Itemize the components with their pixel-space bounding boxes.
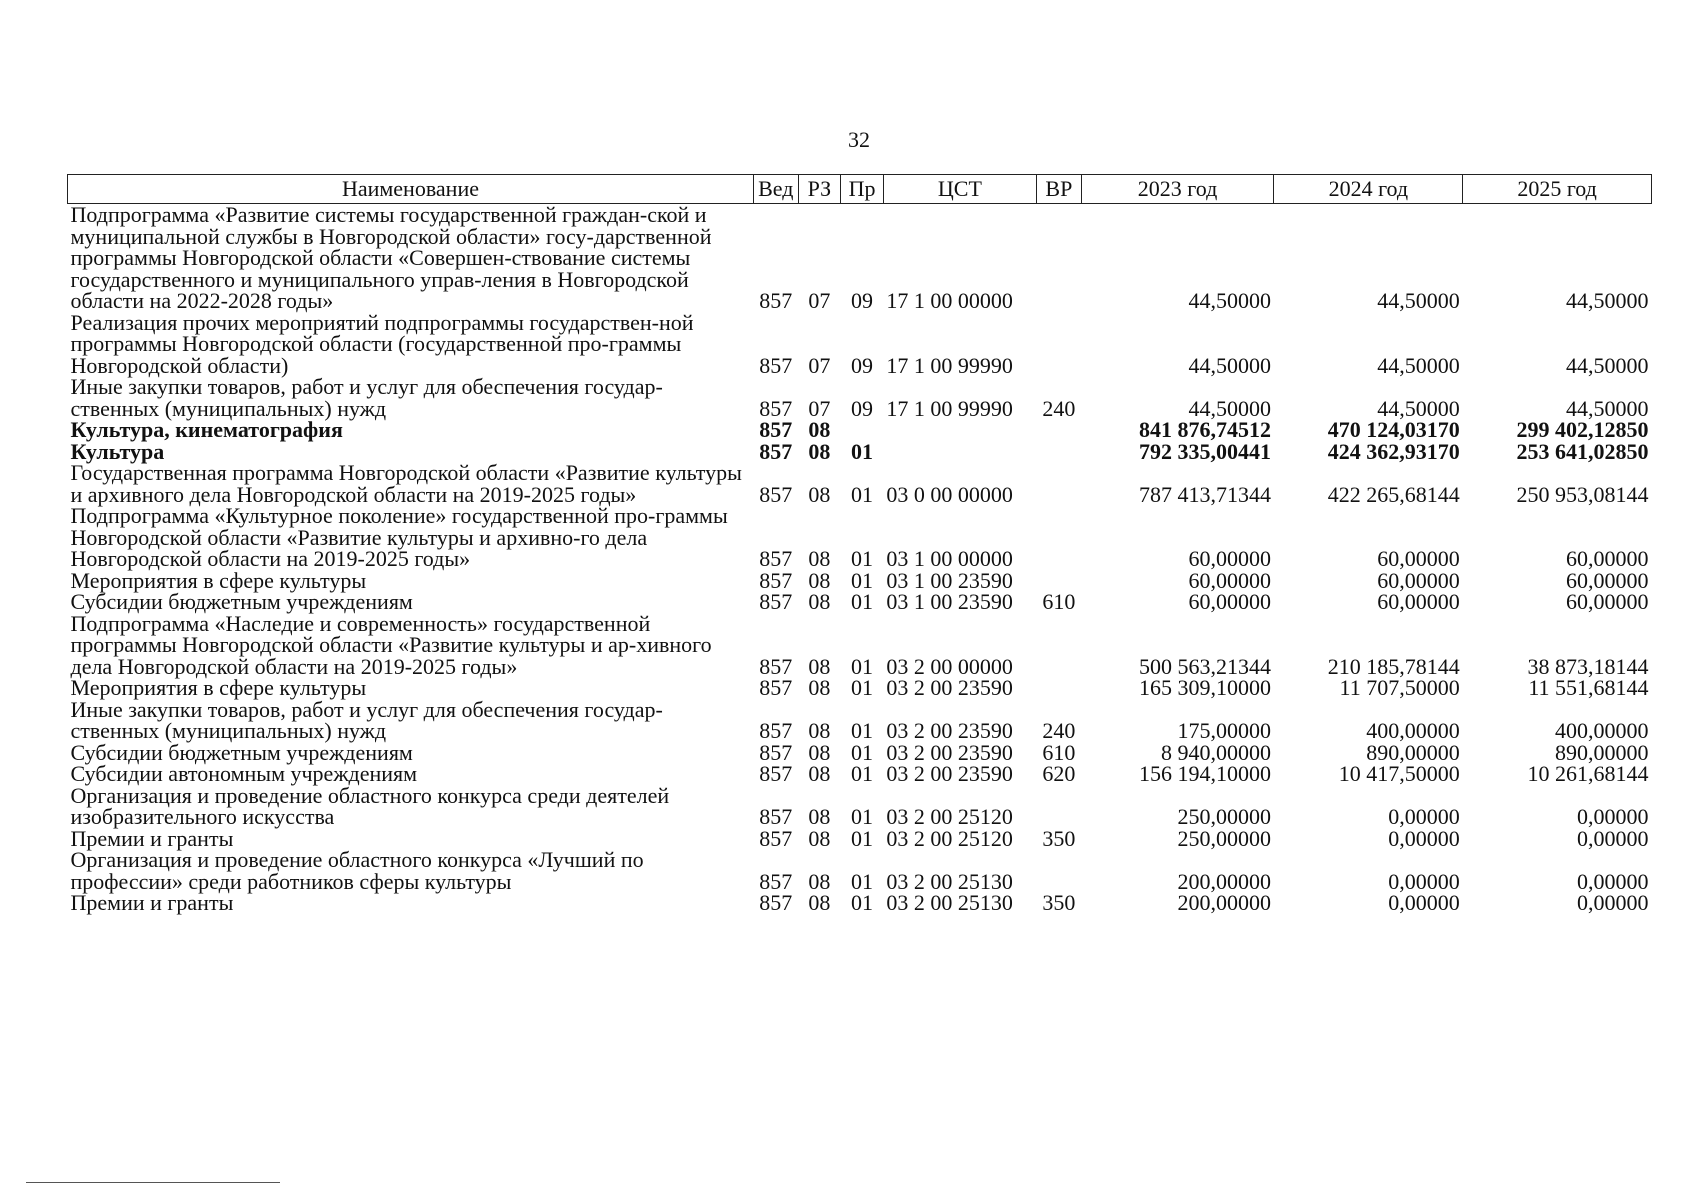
row-value-2025: 0,00000 [1577, 825, 1649, 851]
row-rz: 08 [808, 761, 831, 786]
row-vr [1037, 441, 1082, 463]
row-cst: 17 1 00 00000 [886, 288, 1013, 313]
row-value-2023: 792 335,00441 [1138, 438, 1271, 464]
row-rz: 08 [808, 718, 831, 743]
row-cst: 17 1 00 99990 [886, 352, 1013, 378]
row-value-2025: 10 261,68144 [1527, 761, 1649, 786]
row-ved: 857 [759, 868, 793, 894]
row-ved: 857 [759, 438, 793, 464]
row-ved: 857 [759, 288, 793, 313]
row-ved: 857 [759, 546, 793, 571]
row-ved: 857 [759, 481, 793, 507]
row-value-2025: 400,00000 [1555, 718, 1649, 743]
row-value-2024: 44,50000 [1377, 288, 1460, 313]
row-value-2024: 210 185,78144 [1327, 653, 1460, 679]
row-value-2023: 60,00000 [1188, 546, 1271, 571]
row-vr: 610 [1042, 589, 1076, 614]
row-rz: 07 [808, 288, 831, 313]
row-name: Мероприятия в сфере культуры [70, 675, 367, 700]
row-value-2025: 44,50000 [1566, 352, 1649, 378]
row-value-2024: 11 707,50000 [1339, 675, 1460, 700]
row-value-2023: 200,00000 [1177, 890, 1271, 915]
header-2025: 2025 год [1463, 175, 1652, 204]
row-value-2025: 0,00000 [1577, 890, 1649, 915]
row-value-2024: 60,00000 [1377, 589, 1460, 614]
row-value-2023: 250,00000 [1177, 804, 1271, 829]
row-ved: 857 [759, 825, 793, 851]
table-row [68, 785, 1652, 828]
row-cst: 03 2 00 23590 [886, 761, 1013, 786]
header-vr: ВР [1037, 175, 1082, 204]
row-rz: 08 [808, 481, 831, 507]
row-rz: 08 [808, 739, 831, 765]
row-name: Культура, кинематография [70, 417, 343, 442]
row-pr: 01 [851, 675, 873, 700]
header-pr: Пр [841, 175, 884, 204]
row-value-2024: 0,00000 [1388, 868, 1460, 894]
row-rz: 07 [808, 395, 831, 421]
row-value-2023: 44,50000 [1188, 288, 1271, 313]
row-rz: 08 [808, 589, 831, 614]
header-ved: Вед [753, 175, 798, 204]
row-name: Премии и гранты [70, 825, 234, 851]
row-cst [883, 419, 1036, 441]
row-ved: 857 [759, 718, 793, 743]
row-cst: 03 1 00 00000 [886, 546, 1013, 571]
row-value-2025: 44,50000 [1566, 288, 1649, 313]
row-name: Подпрограмма «Развитие системы государственной граждан-ской и муниципальной службы в Новгородской области» госу-дарственной программы Новгородской области «Совершен-ствование системы государственного и муниципального управ-ления в Новгородской области на 2022-2028 годы» [70, 202, 712, 313]
row-pr: 01 [851, 868, 873, 894]
row-ved: 857 [759, 739, 793, 765]
table-row [68, 462, 1652, 505]
table-row [68, 419, 1652, 441]
row-value-2024: 44,50000 [1377, 395, 1460, 421]
row-value-2024: 10 417,50000 [1338, 761, 1460, 786]
row-rz: 08 [808, 567, 831, 593]
row-rz: 08 [808, 438, 831, 464]
table-row [68, 441, 1652, 463]
row-name: Премии и гранты [70, 890, 234, 915]
row-cst: 03 1 00 23590 [886, 589, 1013, 614]
row-pr: 01 [851, 761, 873, 786]
header-rz: РЗ [798, 175, 841, 204]
row-pr: 01 [851, 481, 873, 507]
row-value-2025: 60,00000 [1566, 589, 1649, 614]
row-pr [841, 419, 884, 441]
row-rz: 08 [808, 890, 831, 915]
row-name: Иные закупки товаров, работ и услуг для обеспечения государ-ственных (муниципальных) нужд [70, 374, 663, 421]
row-value-2025: 11 551,68144 [1528, 675, 1649, 700]
table-row [68, 312, 1652, 377]
table-row [68, 376, 1652, 419]
table-row [68, 591, 1652, 613]
row-pr: 01 [851, 567, 873, 593]
row-pr: 01 [851, 890, 873, 915]
row-value-2024: 60,00000 [1377, 567, 1460, 593]
row-value-2024: 400,00000 [1366, 718, 1460, 743]
row-ved: 857 [759, 890, 793, 915]
page-number: 32 [848, 127, 870, 152]
row-value-2023: 44,50000 [1188, 352, 1271, 378]
table-row [68, 828, 1652, 850]
row-vr [1037, 570, 1082, 592]
row-value-2025: 38 873,18144 [1527, 653, 1649, 679]
row-value-2025: 890,00000 [1555, 739, 1649, 765]
row-value-2023: 60,00000 [1188, 567, 1271, 593]
row-rz: 08 [808, 417, 831, 442]
row-ved: 857 [759, 761, 793, 786]
row-pr: 01 [851, 718, 873, 743]
table-header [68, 175, 1652, 204]
row-pr: 09 [851, 352, 873, 378]
row-value-2023: 250,00000 [1177, 825, 1271, 851]
row-name: Субсидии бюджетным учреждениям [70, 589, 413, 614]
row-name: Организация и проведение областного конкурса среди деятелей изобразительного искусства [70, 782, 670, 829]
row-pr: 09 [851, 395, 873, 421]
row-cst: 03 2 00 23590 [886, 675, 1013, 700]
row-vr [1037, 677, 1082, 699]
row-cst: 03 2 00 25130 [886, 868, 1013, 894]
row-name: Субсидии автономным учреждениям [70, 761, 418, 786]
row-pr: 01 [851, 438, 873, 464]
row-name: Культура [70, 438, 165, 464]
row-ved: 857 [759, 567, 793, 593]
table-body [68, 204, 1652, 914]
row-name: Мероприятия в сфере культуры [70, 567, 367, 593]
row-rz: 08 [808, 804, 831, 829]
row-value-2023: 165 309,10000 [1138, 675, 1271, 700]
table-row [68, 742, 1652, 764]
row-vr [1037, 785, 1082, 828]
row-ved: 857 [759, 352, 793, 378]
row-value-2024: 0,00000 [1388, 825, 1460, 851]
row-name: Субсидии бюджетным учреждениям [70, 739, 413, 765]
row-value-2023: 8 940,00000 [1160, 739, 1271, 765]
row-vr: 610 [1042, 739, 1076, 765]
row-name: Подпрограмма «Наследие и современность» государственной программы Новгородской области «Развитие культуры и ар-хивного дела Новгородской области на 2019-2025 годы» [70, 610, 712, 679]
row-value-2025: 299 402,12850 [1516, 417, 1649, 442]
row-pr: 01 [851, 546, 873, 571]
row-vr: 240 [1042, 395, 1076, 421]
row-ved: 857 [759, 589, 793, 614]
row-vr: 240 [1042, 718, 1076, 743]
row-pr: 01 [851, 825, 873, 851]
row-name: Подпрограмма «Культурное поколение» государственной про-граммы Новгородской области «Развитие культуры и архивно-го дела Новгородской области на 2019-2025 годы» [70, 503, 728, 571]
row-cst: 03 2 00 23590 [886, 718, 1013, 743]
row-value-2023: 60,00000 [1188, 589, 1271, 614]
row-ved: 857 [759, 653, 793, 679]
row-value-2023: 500 563,21344 [1138, 653, 1271, 679]
row-value-2025: 250 953,08144 [1516, 481, 1649, 507]
row-rz: 07 [808, 352, 831, 378]
row-value-2024: 0,00000 [1388, 890, 1460, 915]
table-row [68, 613, 1652, 678]
row-value-2025: 0,00000 [1577, 804, 1649, 829]
table-row [68, 892, 1652, 914]
header-cst: ЦСТ [883, 175, 1036, 204]
row-value-2024: 424 362,93170 [1327, 438, 1460, 464]
row-rz: 08 [808, 825, 831, 851]
row-pr: 01 [851, 739, 873, 765]
table-row [68, 677, 1652, 699]
row-cst: 03 0 00 00000 [886, 481, 1013, 507]
row-vr [1037, 312, 1082, 377]
row-vr: 620 [1042, 761, 1076, 786]
row-cst: 03 2 00 25130 [886, 890, 1013, 915]
row-value-2025: 44,50000 [1566, 395, 1649, 421]
table-row [68, 204, 1652, 312]
row-cst: 03 2 00 25120 [886, 804, 1013, 829]
row-value-2024: 60,00000 [1377, 546, 1460, 571]
row-ved: 857 [759, 675, 793, 700]
row-cst [883, 441, 1036, 463]
header-name: Наименование [68, 175, 754, 204]
row-value-2024: 890,00000 [1366, 739, 1460, 765]
row-value-2023: 175,00000 [1177, 718, 1271, 743]
row-cst: 03 2 00 25120 [886, 825, 1013, 851]
row-value-2024: 422 265,68144 [1327, 481, 1460, 507]
row-cst: 17 1 00 99990 [886, 395, 1013, 421]
row-value-2024: 470 124,03170 [1327, 417, 1460, 442]
row-value-2024: 0,00000 [1388, 804, 1460, 829]
budget-table [67, 174, 1652, 914]
row-name: Реализация прочих мероприятий подпрограммы государствен-ной программы Новгородской области (государственной про-граммы Новгородской области) [70, 309, 694, 378]
row-rz: 08 [808, 868, 831, 894]
row-value-2025: 60,00000 [1566, 546, 1649, 571]
row-pr: 09 [851, 288, 873, 313]
row-name: Государственная программа Новгородской области «Развитие культуры и архивного дела Новгородской области на 2019-2025 годы» [70, 460, 742, 507]
row-ved: 857 [759, 395, 793, 421]
table-row [68, 570, 1652, 592]
row-cst: 03 2 00 23590 [886, 739, 1013, 765]
row-rz: 08 [808, 675, 831, 700]
header-2023: 2023 год [1081, 175, 1274, 204]
row-value-2023: 787 413,71344 [1138, 481, 1271, 507]
row-value-2025: 60,00000 [1566, 567, 1649, 593]
row-cst: 03 1 00 23590 [886, 567, 1013, 593]
header-2024: 2024 год [1274, 175, 1463, 204]
row-value-2025: 0,00000 [1577, 868, 1649, 894]
row-pr: 01 [851, 653, 873, 679]
table-row [68, 849, 1652, 892]
row-pr: 01 [851, 589, 873, 614]
row-rz: 08 [808, 546, 831, 571]
row-vr: 350 [1042, 825, 1076, 851]
row-ved: 857 [759, 804, 793, 829]
row-vr [1037, 204, 1082, 312]
row-vr [1037, 419, 1082, 441]
footnote-divider [26, 1182, 280, 1183]
row-value-2025: 253 641,02850 [1516, 438, 1649, 464]
row-vr [1037, 613, 1082, 678]
table-row [68, 505, 1652, 570]
row-name: Организация и проведение областного конкурса «Лучший по профессии» среди работников сферы культуры [70, 847, 644, 894]
row-cst: 03 2 00 00000 [886, 653, 1013, 679]
row-value-2023: 156 194,10000 [1138, 761, 1271, 786]
row-vr [1037, 505, 1082, 570]
table-row [68, 699, 1652, 742]
row-vr [1037, 462, 1082, 505]
table-row [68, 763, 1652, 785]
row-value-2023: 200,00000 [1177, 868, 1271, 894]
row-value-2023: 841 876,74512 [1138, 417, 1271, 442]
row-pr: 01 [851, 804, 873, 829]
row-vr: 350 [1042, 890, 1076, 915]
row-rz: 08 [808, 653, 831, 679]
row-ved: 857 [759, 417, 793, 442]
row-vr [1037, 849, 1082, 892]
row-name: Иные закупки товаров, работ и услуг для обеспечения государ-ственных (муниципальных) нужд [70, 696, 663, 743]
row-value-2023: 44,50000 [1188, 395, 1271, 421]
row-value-2024: 44,50000 [1377, 352, 1460, 378]
